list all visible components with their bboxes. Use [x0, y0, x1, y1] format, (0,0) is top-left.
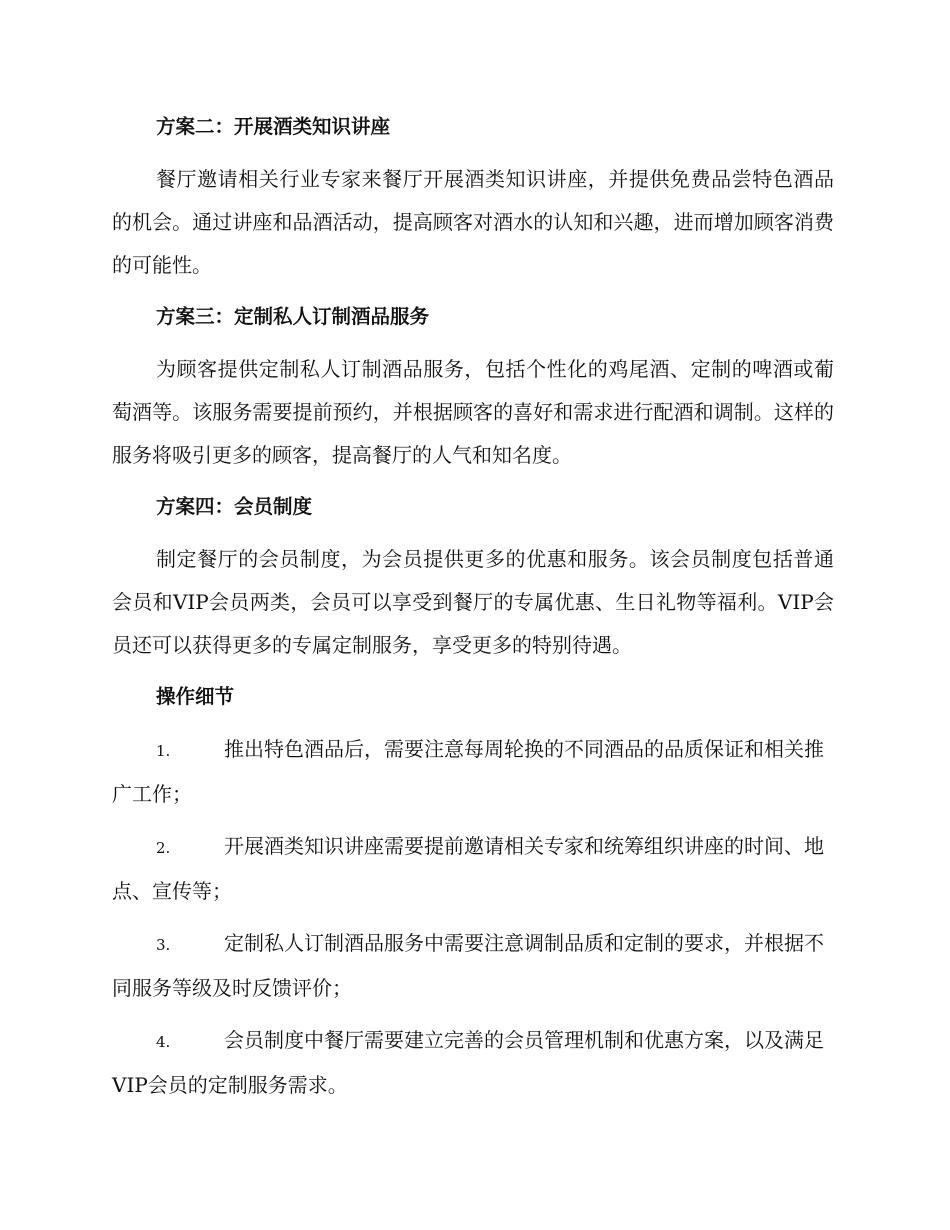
list-item-text: 推出特色酒品后，需要注意每周轮换的不同酒品的品质保证和相关推广工作；	[112, 737, 824, 806]
section-heading-plan-2: 方案二：开展酒类知识讲座	[156, 115, 391, 138]
list-item	[112, 922, 834, 1010]
list-item-number: 4.	[156, 1033, 171, 1051]
section-heading-details: 操作细节	[156, 685, 235, 708]
section-body-plan-2: 餐厅邀请相关行业专家来餐厅开展酒类知识讲座，并提供免费品尝特色酒品的机会。通过讲座和品酒活动，提高顾客对酒水的认知和兴趣，进而增加顾客消费的可能性。	[112, 167, 834, 277]
section-body-plan-4: 制定餐厅的会员制度，为会员提供更多的优惠和服务。该会员制度包括普通会员和VIP会员两类，会员可以享受到餐厅的专属优惠、生日礼物等福利。VIP会员还可以获得更多的专属定制服务，享受更多的特别待遇。	[112, 547, 834, 657]
list-item-number: 2.	[156, 839, 171, 857]
section-heading-plan-4: 方案四：会员制度	[156, 495, 313, 518]
section-body-plan-3: 为顾客提供定制私人订制酒品服务，包括个性化的鸡尾酒、定制的啤酒或葡萄酒等。该服务需要提前预约，并根据顾客的喜好和需求进行配酒和调制。这样的服务将吸引更多的顾客，提高餐厅的人气和知名度。	[112, 357, 834, 467]
list-item	[112, 728, 834, 816]
list-item-text: 开展酒类知识讲座需要提前邀请相关专家和统筹组织讲座的时间、地点、宣传等；	[112, 834, 824, 903]
document-body	[112, 106, 834, 1116]
section-heading-plan-3: 方案三：定制私人订制酒品服务	[156, 305, 430, 328]
list-item	[112, 825, 834, 913]
list-item-number: 1.	[156, 742, 171, 760]
list-item-text: 定制私人订制酒品服务中需要注意调制品质和定制的要求，并根据不同服务等级及时反馈评价；	[112, 931, 824, 1000]
list-item-text: 会员制度中餐厅需要建立完善的会员管理机制和优惠方案，以及满足VIP会员的定制服务需求。	[112, 1028, 824, 1097]
list-item-number: 3.	[156, 936, 171, 954]
list-item	[112, 1019, 834, 1107]
